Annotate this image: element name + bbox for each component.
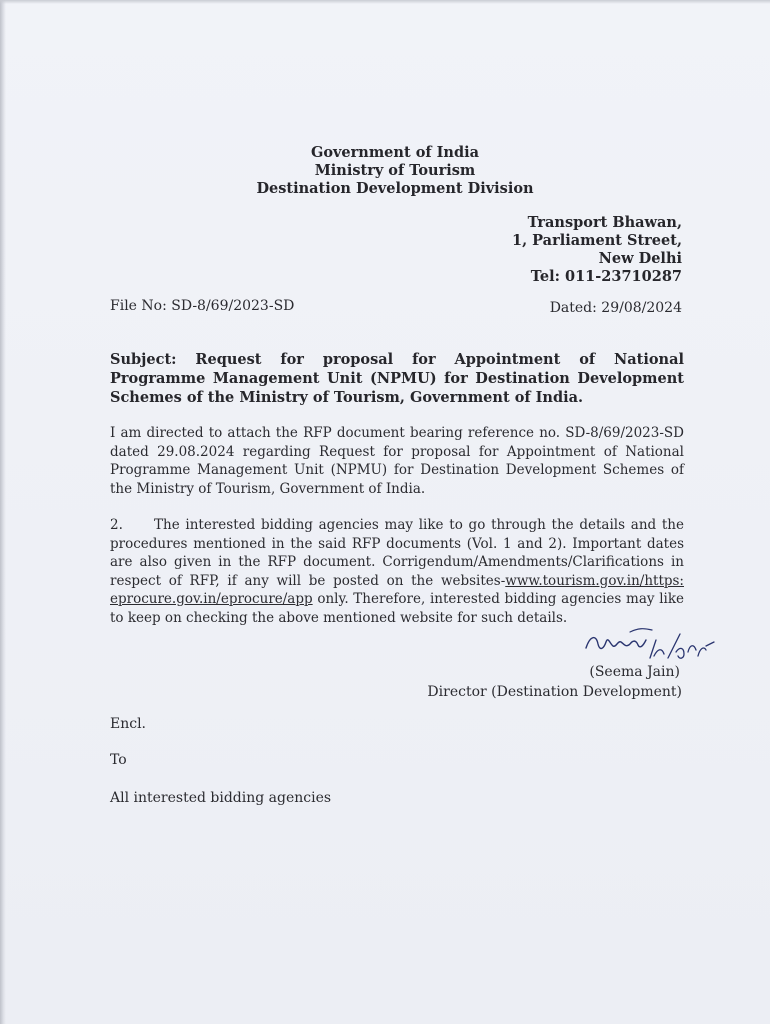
paragraph-1: I am directed to attach the RFP document bearing reference no. SD-8/69/2023-SD dated 29.08.2024 regarding Request for proposal for Appointment of National Programme Management Unit (NPMU) for Destination Development Schemes of the Ministry of Tourism, Government of India. — [110, 425, 684, 497]
to-label: To — [110, 752, 127, 768]
scan-edge-left — [0, 0, 6, 1024]
paragraph-2-text: The interested bidding agencies may like to go through the details and the procedures mentioned in the said RFP documents (Vol. 1 and 2). Important dates are also given in the RFP document. Corrigendum/Amendments/Clarifications in respect of RFP, if any will be posted on the websites- — [110, 517, 684, 589]
signatory-block — [427, 662, 682, 702]
letterhead-government: Government of India — [310, 144, 480, 161]
scan-edge-top — [0, 0, 770, 4]
signatory-designation: Director (Destination Development) — [427, 684, 682, 700]
address-telephone: Tel: 011-23710287 — [530, 268, 682, 285]
paragraph-number: 2. — [110, 517, 123, 533]
paragraph-2-text-end: only. Therefore, interested bidding agencies may like to keep on checking the above mentioned website for such details. — [110, 591, 684, 626]
website-link[interactable]: www.tourism.gov.in/https: eprocure.gov.in/eprocure/app — [110, 572, 684, 607]
file-number: File No: SD-8/69/2023-SD — [110, 298, 295, 314]
letterhead — [200, 144, 590, 198]
address-city: New Delhi — [598, 250, 682, 267]
paragraph-2 — [110, 516, 684, 627]
handwritten-signature — [580, 618, 720, 666]
letter-date: Dated: 29/08/2024 — [549, 300, 682, 316]
enclosure-label: Encl. — [110, 716, 147, 732]
subject-line: Subject: Request for proposal for Appointment of National Programme Management Unit (NPMU) for Destination Development Schemes of the Ministry of Tourism, Government of India. — [110, 351, 684, 406]
letterhead-division: Destination Development Division — [256, 180, 534, 197]
address-street: 1, Parliament Street, — [511, 232, 682, 249]
recipient: All interested bidding agencies — [110, 790, 332, 806]
office-address — [512, 214, 682, 286]
signatory-name: (Seema Jain) — [589, 664, 680, 680]
letterhead-ministry: Ministry of Tourism — [314, 162, 476, 179]
address-building: Transport Bhawan, — [527, 214, 682, 231]
